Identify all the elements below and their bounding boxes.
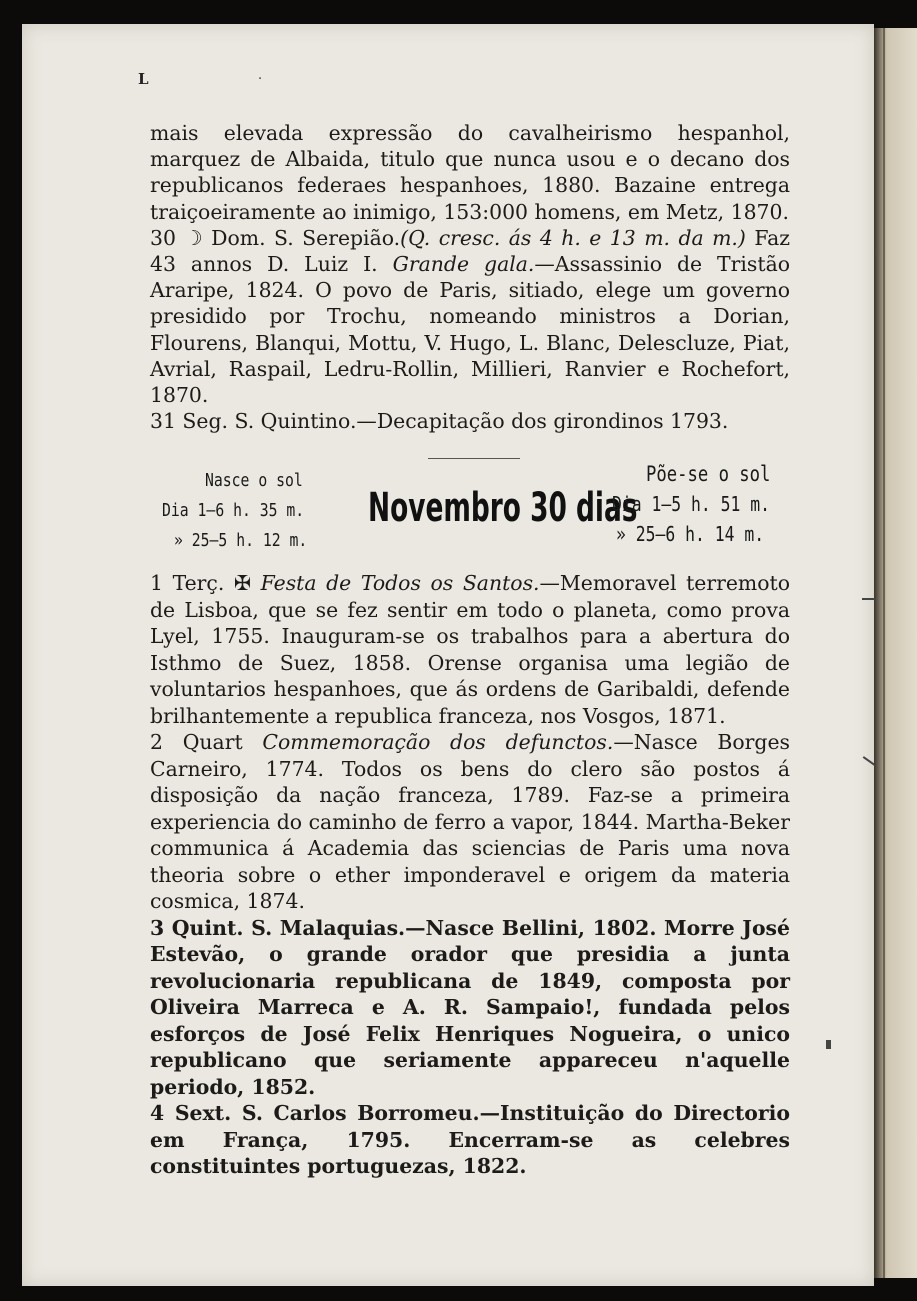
sunrise-day-1: Dia 1—6 h. 35 m. — [162, 500, 305, 521]
page-signature-letter: L — [138, 70, 149, 88]
sunrise-day-25: » 25—5 h. 12 m. — [174, 530, 308, 551]
day-1-rest: —Memoravel terremoto de Lisboa, que se fez sentir em todo o planeta, como prova Lyel, 1755. Inauguram-se os trabalhos para a abertura do Isthmo de Suez, 1858. Orense organisa uma legião de voluntarios hespanhoes, que ás ordens de Garibaldi, defende brilhantemente a republica franceza, nos Vosgos, 1871. — [150, 571, 790, 728]
sunrise-label: Nasce o sol — [205, 470, 303, 491]
margin-ink-dot — [826, 1040, 831, 1049]
day-2-commemoration: Commemoração dos defunctos. — [262, 730, 614, 754]
page-gutter-line — [883, 28, 885, 1278]
sunset-label: Põe-se o sol — [646, 462, 771, 486]
day-1-feast: Festa de Todos os Santos. — [260, 571, 540, 595]
day-30-gala: Grande gala. — [392, 252, 535, 277]
day-30-mid: Faz 43 annos D. Luiz I. — [150, 225, 790, 277]
day-30-moon-phase: (Q. cresc. ás 4 h. e 13 m. da m.) — [400, 225, 746, 250]
day-1-lead: 1 Terç. ✠ — [150, 571, 261, 595]
entry-day-2 — [150, 729, 790, 915]
margin-mark-arrow — [862, 598, 876, 600]
text-block-october-end — [150, 120, 790, 434]
day-30-rest: —Assassinio de Tristão Araripe, 1824. O povo de Paris, sitiado, elege um governo presidido por Trochu, nomeando ministros a Dorian, Flourens, Blanqui, Mottu, V. Hugo, L. Blanc, Delescluze, Piat, Avrial, Raspail, Ledru-Rollin, Millieri, Ranvier e Rochefort, 1870. — [150, 252, 791, 408]
entry-day-31: 31 Seg. S. Quintino.—Decapitação dos girondinos 1793. — [150, 409, 729, 434]
text-block-november — [150, 570, 790, 1180]
paragraph-continued: mais elevada expressão do cavalheirismo hespanhol, marquez de Albaida, titulo que nunca usou e o decano dos republicanos federaes hespanhoes, 1880. Bazaine entrega traiçoeiramente ao inimigo, 153:000 homens, em Metz, 1870. — [150, 121, 790, 224]
sunset-day-1: Dia 1—5 h. 51 m. — [612, 492, 770, 516]
entry-day-4: 4 Sext. S. Carlos Borromeu.—Instituição do Directorio em França, 1795. Encerram-se as celebres constituintes portuguezas, 1822. — [150, 1101, 790, 1178]
margin-speck: · — [258, 72, 263, 87]
day-30-lead: 30 ☽ Dom. S. Serepião. — [150, 225, 401, 250]
sunset-day-25: » 25—6 h. 14 m. — [616, 522, 765, 546]
facing-page-edge — [874, 28, 917, 1278]
entry-day-30 — [150, 225, 790, 408]
entry-day-1 — [150, 570, 790, 729]
entry-day-3: 3 Quint. S. Malaquias.—Nasce Bellini, 1802. Morre José Estevão, o grande orador que presidia a junta revolucionaria republicana de 1849, composta por Oliveira Marreca e A. R. Sampaio!, fundada pelos esforços de José Felix Henriques Nogueira, o unico republicano que seriamente appareceu n'aquelle periodo, 1852. — [150, 915, 790, 1099]
day-2-lead: 2 Quart — [150, 730, 263, 754]
section-divider-rule — [428, 458, 520, 459]
day-2-rest: —Nasce Borges Carneiro, 1774. Todos os bens do clero são postos á disposição da nação franceza, 1789. Faz-se a primeira experiencia do caminho de ferro a vapor, 1844. Martha-Beker communica á Academia das sciencias de Paris uma nova theoria sobre o ether imponderavel e origem da materia cosmica, 1874. — [150, 730, 790, 913]
month-title: Novembro 30 dias — [368, 485, 638, 531]
